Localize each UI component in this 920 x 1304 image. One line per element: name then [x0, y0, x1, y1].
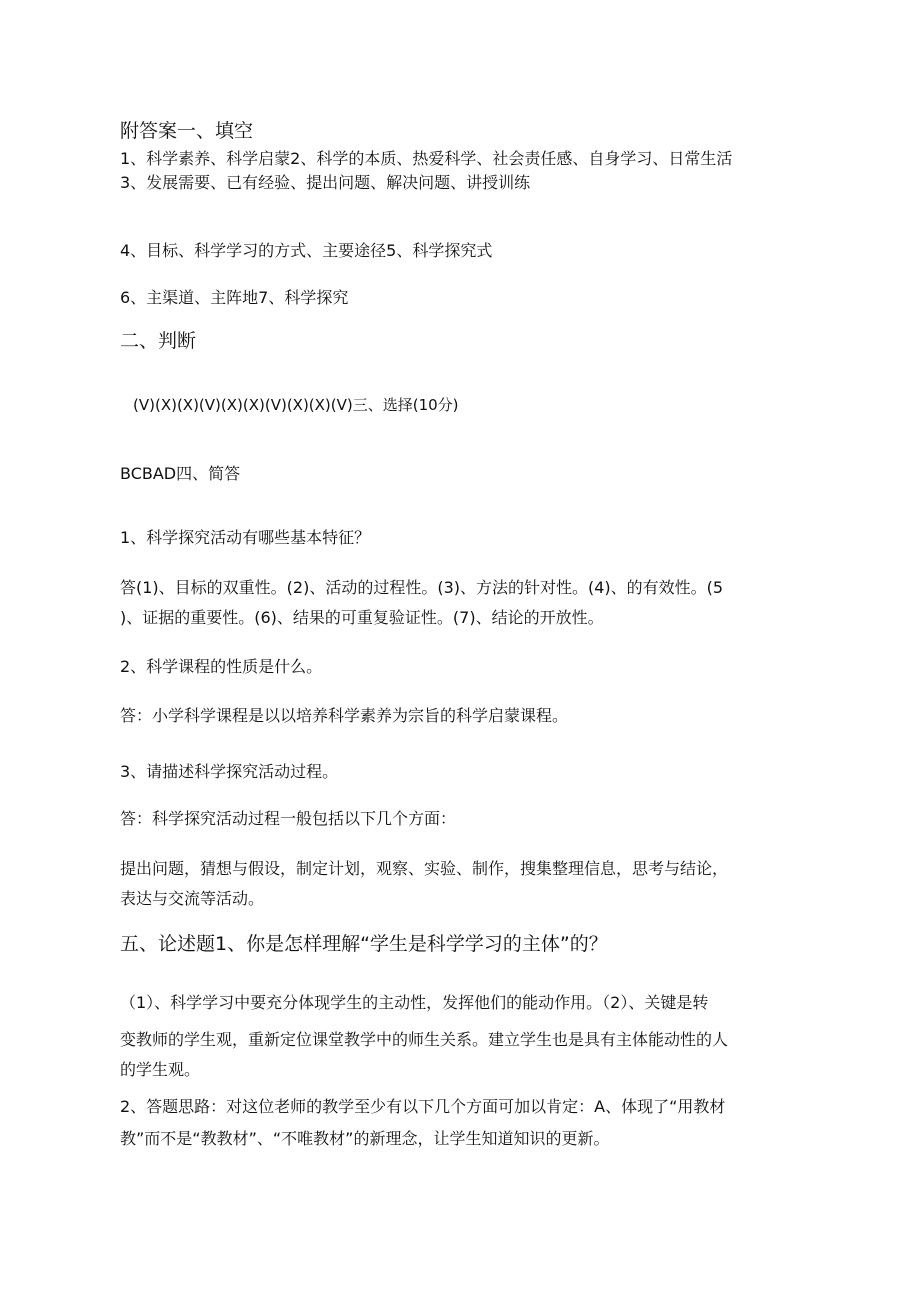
fill-line-1: 1、科学素养、科学启蒙2、科学的本质、热爱科学、社会责任感、自身学习、日常生活: [120, 149, 733, 168]
fill-line-4: 6、主渠道、主阵地7、科学探究: [120, 288, 349, 307]
short-answer-3-line-1: 答：科学探究活动过程一般包括以下几个方面：: [120, 809, 457, 828]
essay-answer-1-line-1: （1）、科学学习中要充分体现学生的主动性，发挥他们的能动作用。（2）、关键是转: [120, 993, 709, 1012]
judge-heading: 二、判断: [120, 330, 197, 352]
essay-answer-2-line-1: 2、答题思路：对这位老师的教学至少有以下几个方面可加以肯定：A、体现了“用教材: [120, 1097, 726, 1116]
fill-line-2: 3、发展需要、已有经验、提出问题、解决问题、讲授训练: [120, 173, 531, 192]
choice-answers: BCBAD四、简答: [120, 464, 241, 483]
essay-answer-2-line-2: 教”而不是“教教材”、“不唯教材”的新理念，让学生知道知识的更新。: [120, 1129, 610, 1148]
essay-heading: 五、论述题1、你是怎样理解“学生是科学学习的主体”的？: [120, 933, 608, 955]
short-answer-2: 答：小学科学课程是以以培养科学素养为宗旨的科学启蒙课程。: [120, 706, 569, 725]
fill-line-3: 4、目标、科学学习的方式、主要途径5、科学探究式: [120, 241, 493, 260]
short-answer-1-line-1: 答(1)、目标的双重性。(2)、活动的过程性。(3)、方法的针对性。(4)、的有效性。(5: [120, 578, 724, 597]
short-answer-3-line-3: 表达与交流等活动。: [120, 889, 265, 908]
essay-answer-1-line-3: 的学生观。: [120, 1060, 201, 1079]
essay-answer-1-line-2: 变教师的学生观，重新定位课堂教学中的师生关系。建立学生也是具有主体能动性的人: [120, 1030, 729, 1049]
short-answer-3-line-2: 提出问题，猜想与假设，制定计划，观察、实验、制作，搜集整理信息，思考与结论，: [120, 859, 729, 878]
answer-title: 附答案一、填空: [120, 120, 254, 142]
short-question-3: 3、请描述科学探究活动过程。: [120, 762, 339, 781]
short-question-1: 1、科学探究活动有哪些基本特征？: [120, 528, 371, 547]
short-question-2: 2、科学课程的性质是什么。: [120, 657, 323, 676]
short-answer-1-line-2: )、证据的重要性。(6)、结果的可重复验证性。(7)、结论的开放性。: [120, 608, 604, 627]
judge-answers: (V)(X)(X)(V)(X)(X)(V)(X)(X)(V)三、选择(10分): [133, 396, 459, 414]
